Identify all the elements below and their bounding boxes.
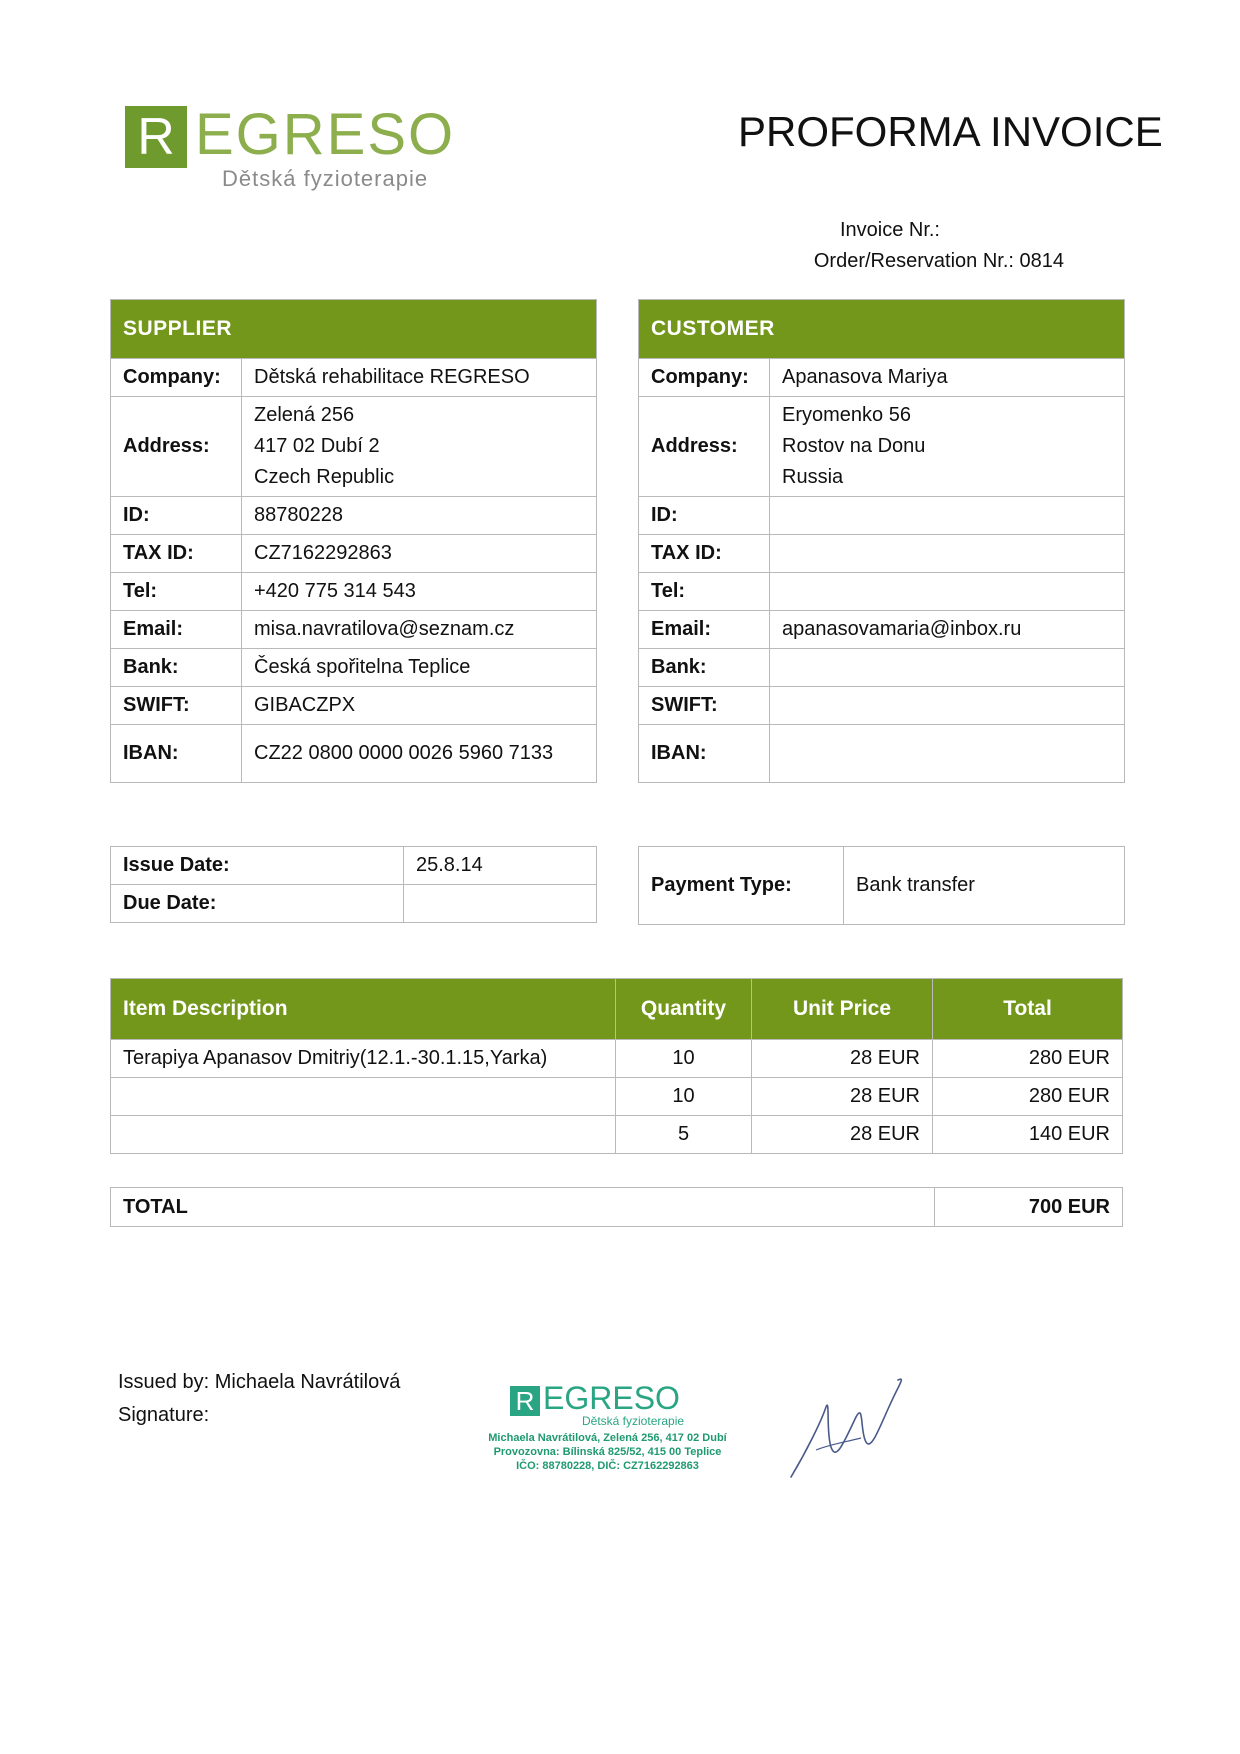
address-line: Zelená 256: [254, 404, 355, 426]
dates-table: [110, 846, 597, 923]
issued-block: [118, 1366, 400, 1432]
bank-label: Bank:: [639, 649, 770, 687]
stamp-line: Provozovna: Bílinská 825/52, 415 00 Teplice: [493, 1446, 722, 1458]
invoice-number: Invoice Nr.:: [839, 219, 940, 241]
customer-id: [770, 497, 1125, 535]
item-total: 280 EUR: [933, 1040, 1123, 1078]
customer-bank: [770, 649, 1125, 687]
iban-label: IBAN:: [111, 725, 242, 783]
id-label: ID:: [111, 497, 242, 535]
supplier-tel: +420 775 314 543: [242, 573, 597, 611]
issue-date: 25.8.14: [404, 847, 597, 885]
stamp-letter: R: [510, 1386, 540, 1416]
stamp-line: IČO: 88780228, DIČ: CZ7162292863: [516, 1460, 699, 1472]
item-description: Terapiya Apanasov Dmitriy(12.1.-30.1.15,Yarka): [111, 1040, 616, 1078]
address-line: 417 02 Dubí 2: [254, 435, 380, 457]
total-amount: 700 EUR: [935, 1188, 1123, 1227]
item-unit-price: 28 EUR: [752, 1040, 933, 1078]
id-label: ID:: [639, 497, 770, 535]
address-line: Rostov na Donu: [782, 435, 926, 457]
supplier-table: [110, 299, 597, 783]
payment-type-label: Payment Type:: [639, 847, 844, 925]
tel-label: Tel:: [111, 573, 242, 611]
total-table: [110, 1187, 1123, 1227]
supplier-taxid: CZ7162292863: [242, 535, 597, 573]
logo-word: EGRESO: [195, 102, 456, 167]
issued-by: Issued by: Michaela Navrátilová: [118, 1371, 401, 1393]
table-row: [111, 1040, 1123, 1078]
company-logo: [125, 102, 465, 196]
logo-letter: R: [125, 106, 187, 168]
supplier-company: Dětská rehabilitace REGRESO: [242, 359, 597, 397]
address-line: Eryomenko 56: [782, 404, 911, 426]
item-description: [111, 1078, 616, 1116]
address-line: Russia: [782, 466, 844, 488]
address-label: Address:: [639, 397, 770, 497]
column-header-total: Total: [933, 979, 1123, 1040]
customer-email: apanasovamaria@inbox.ru: [770, 611, 1125, 649]
document-title: PROFORMA INVOICE: [738, 108, 1163, 155]
item-quantity: 5: [616, 1116, 752, 1154]
column-header-description: Item Description: [111, 979, 616, 1040]
table-row: [111, 1116, 1123, 1154]
supplier-id: 88780228: [242, 497, 597, 535]
address-line: Czech Republic: [254, 466, 395, 488]
due-date: [404, 885, 597, 923]
item-description: [111, 1116, 616, 1154]
taxid-label: TAX ID:: [111, 535, 242, 573]
email-label: Email:: [639, 611, 770, 649]
logo-subtitle: Dětská fyzioterapie: [222, 166, 429, 191]
signature-label: Signature:: [118, 1404, 210, 1426]
payment-table: [638, 846, 1125, 925]
item-unit-price: 28 EUR: [752, 1078, 933, 1116]
items-table: [110, 978, 1123, 1154]
company-stamp: [470, 1372, 745, 1472]
customer-iban: [770, 725, 1125, 783]
payment-type: Bank transfer: [844, 847, 1125, 925]
customer-heading: CUSTOMER: [639, 300, 1125, 359]
item-total: 280 EUR: [933, 1078, 1123, 1116]
customer-address: [770, 397, 1125, 497]
taxid-label: TAX ID:: [639, 535, 770, 573]
supplier-iban: CZ22 0800 0000 0026 5960 7133: [242, 725, 597, 783]
item-quantity: 10: [616, 1078, 752, 1116]
swift-label: SWIFT:: [111, 687, 242, 725]
item-quantity: 10: [616, 1040, 752, 1078]
customer-table: [638, 299, 1125, 783]
handwritten-signature: [786, 1372, 916, 1482]
stamp-subtitle: Dětská fyzioterapie: [582, 1414, 685, 1428]
supplier-heading: SUPPLIER: [111, 300, 597, 359]
tel-label: Tel:: [639, 573, 770, 611]
supplier-swift: GIBACZPX: [242, 687, 597, 725]
order-number: Order/Reservation Nr.: 0814: [813, 250, 1064, 272]
email-label: Email:: [111, 611, 242, 649]
issue-date-label: Issue Date:: [111, 847, 404, 885]
column-header-quantity: Quantity: [616, 979, 752, 1040]
customer-tel: [770, 573, 1125, 611]
table-row: [111, 1078, 1123, 1116]
bank-label: Bank:: [111, 649, 242, 687]
swift-label: SWIFT:: [639, 687, 770, 725]
iban-label: IBAN:: [639, 725, 770, 783]
supplier-bank: Česká spořitelna Teplice: [242, 649, 597, 687]
customer-taxid: [770, 535, 1125, 573]
item-unit-price: 28 EUR: [752, 1116, 933, 1154]
customer-company: Apanasova Mariya: [770, 359, 1125, 397]
supplier-email: misa.navratilova@seznam.cz: [242, 611, 597, 649]
supplier-address: [242, 397, 597, 497]
stamp-line: Michaela Navrátilová, Zelená 256, 417 02 Dubí: [488, 1432, 727, 1444]
company-label: Company:: [111, 359, 242, 397]
company-label: Company:: [639, 359, 770, 397]
total-label: TOTAL: [111, 1188, 935, 1227]
item-total: 140 EUR: [933, 1116, 1123, 1154]
column-header-unit-price: Unit Price: [752, 979, 933, 1040]
due-date-label: Due Date:: [111, 885, 404, 923]
customer-swift: [770, 687, 1125, 725]
address-label: Address:: [111, 397, 242, 497]
stamp-word: EGRESO: [543, 1380, 680, 1416]
